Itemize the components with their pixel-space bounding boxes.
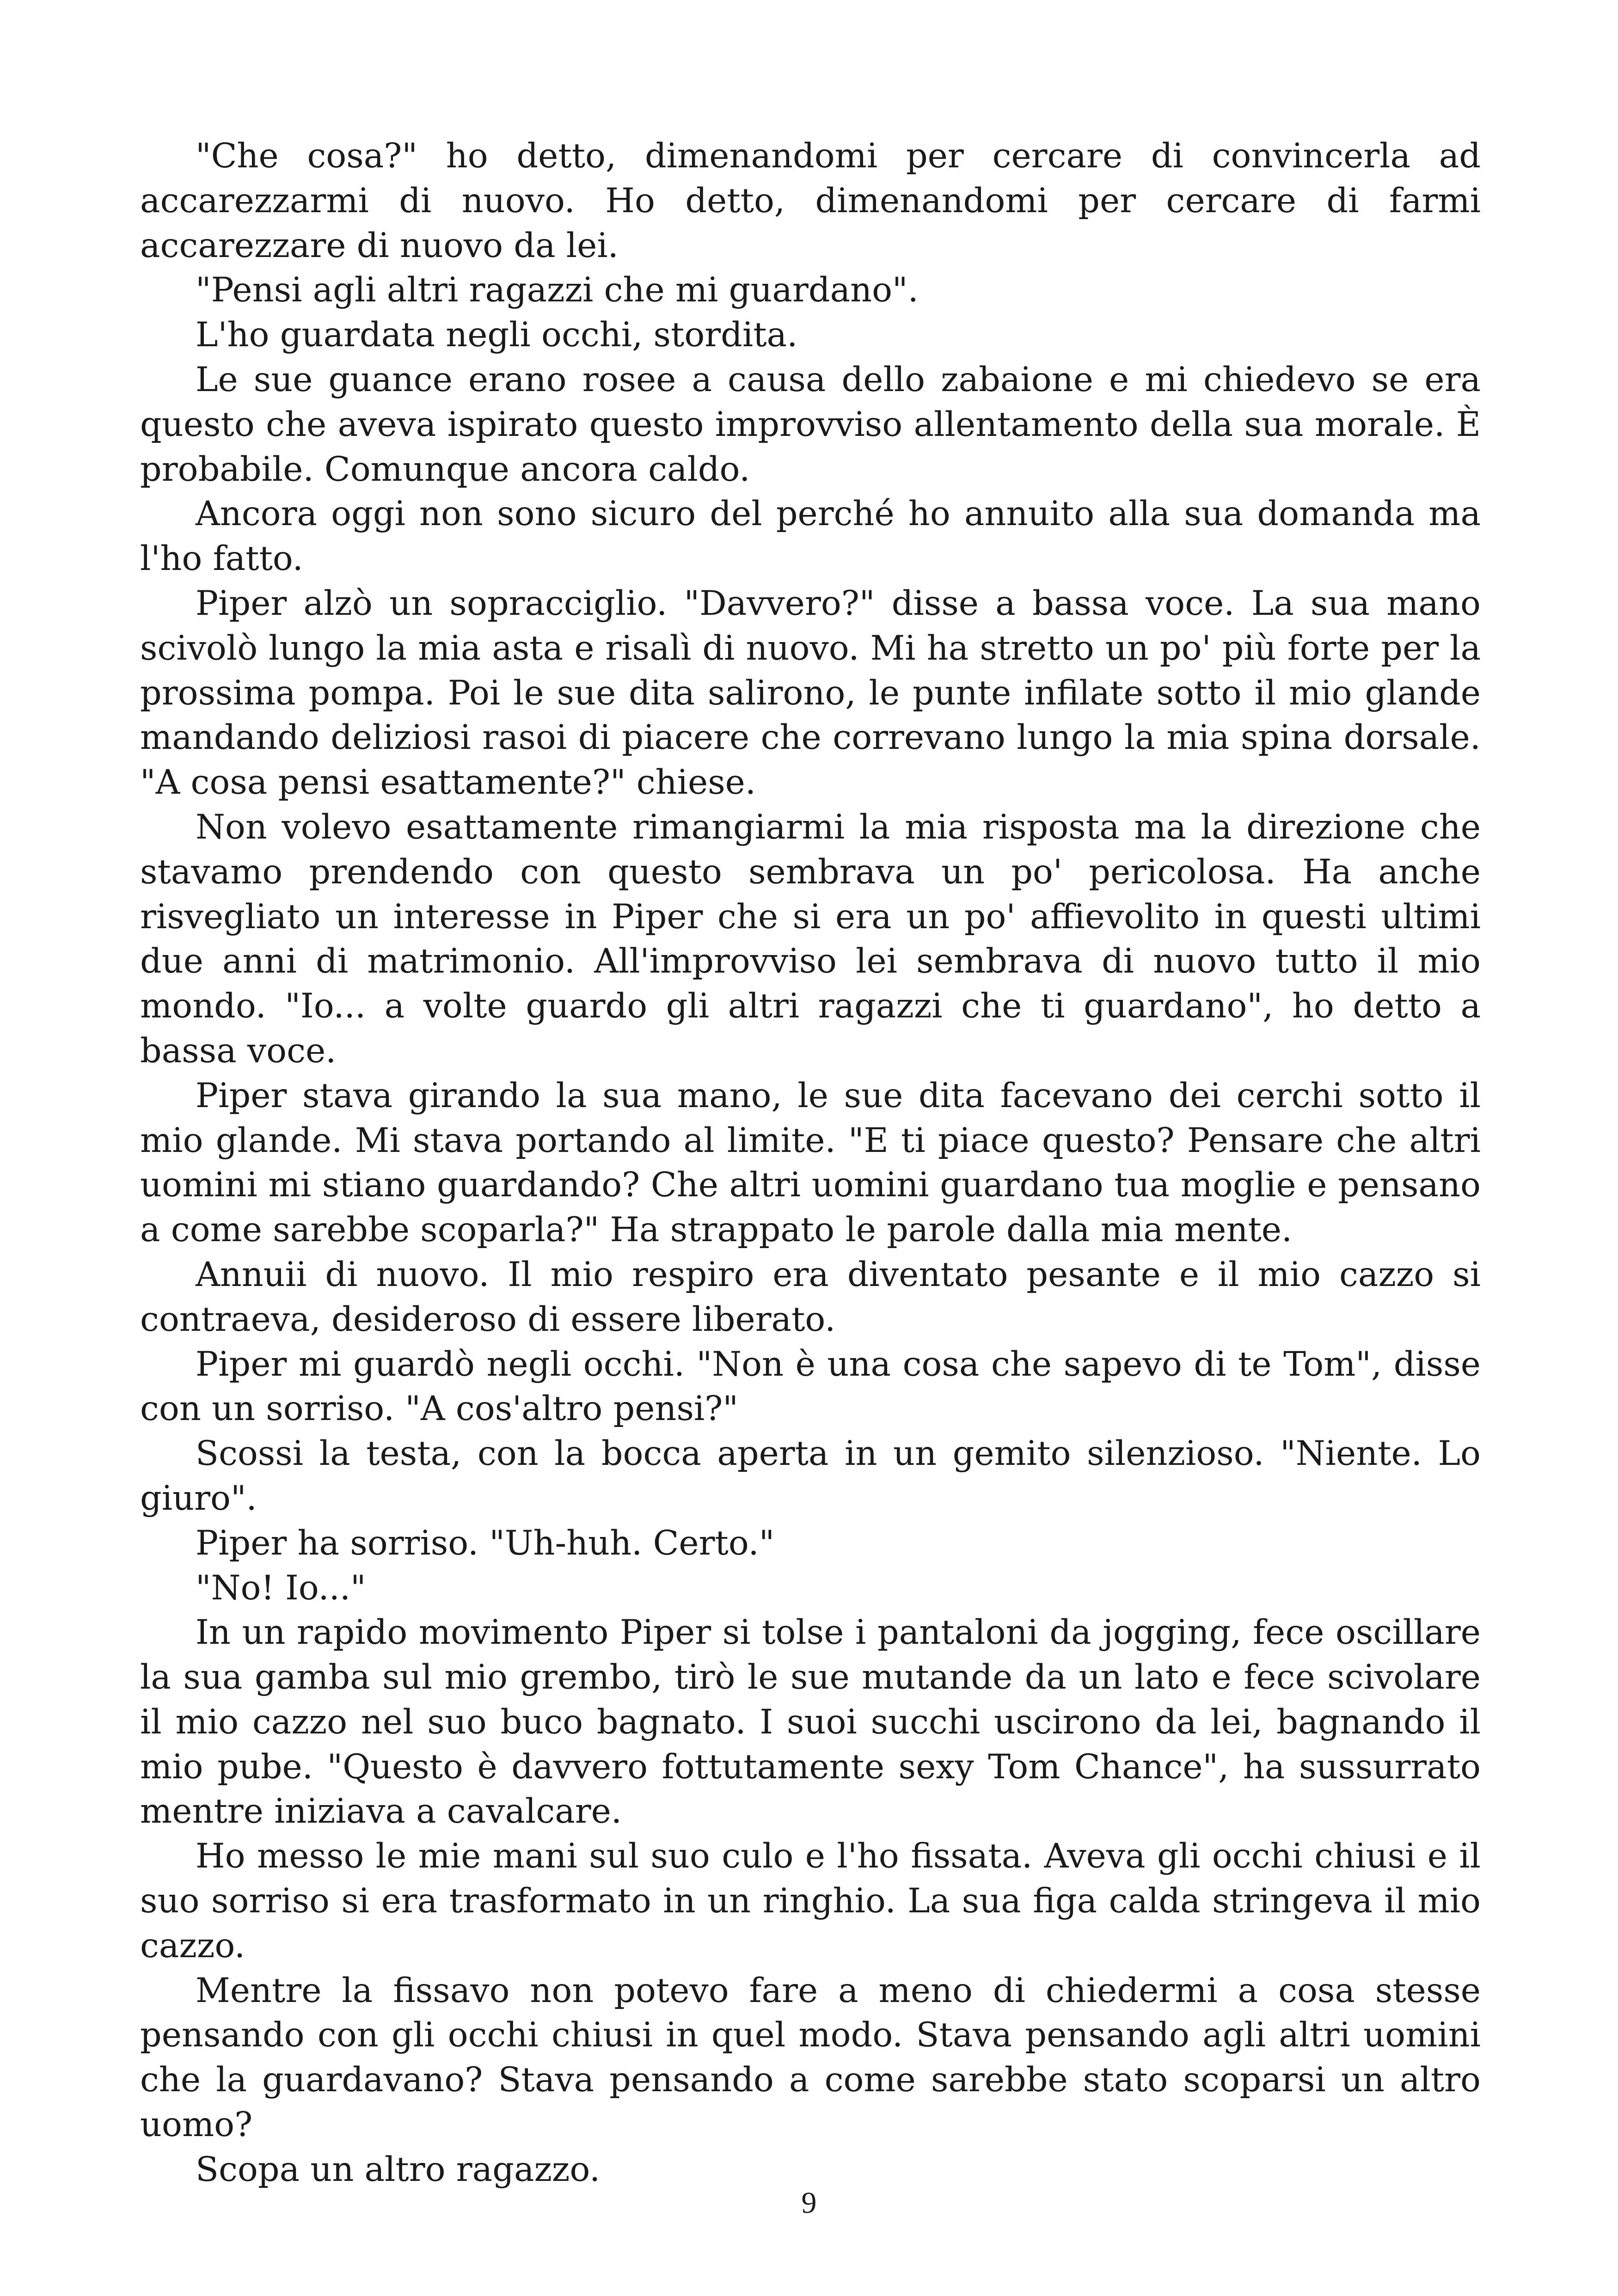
- paragraph: L'ho guardata negli occhi, stordita.: [196, 315, 798, 355]
- paragraph: "Pensi agli altri ragazzi che mi guardano".: [196, 270, 919, 310]
- paragraph: Piper stava girando la sua mano, le sue dita facevano dei cerchi sotto il mio glande. Mi stava portando al limite. "E ti piace questo? Pensare che altri uomini mi stiano guardando? Che altri uomini guardano tua moglie e pensano a come sarebbe scoparla?" Ha strappato le parole dalla mia mente.: [140, 1076, 1481, 1250]
- paragraph: Scopa un altro ragazzo.: [196, 2149, 601, 2189]
- paragraph: Piper alzò un sopracciglio. "Davvero?" disse a bassa voce. La sua mano scivolò lungo la mia asta e risalì di nuovo. Mi ha stretto un po' più forte per la prossima pompa. Poi le sue dita salirono, le punte infilate sotto il mio glande mandando deliziosi rasoi di piacere che correvano lungo la mia spina dorsale. "A cosa pensi esattamente?" chiese.: [140, 583, 1481, 802]
- paragraph: Mentre la fissavo non potevo fare a meno di chiedermi a cosa stesse pensando con gli occhi chiusi in quel modo. Stava pensando agli altri uomini che la guardavano? Stava pensando a come sarebbe stato scoparsi un altro uomo?: [140, 1971, 1481, 2145]
- paragraph: Scossi la testa, con la bocca aperta in un gemito silenzioso. "Niente. Lo giuro".: [140, 1434, 1481, 1518]
- paragraph: "No! Io...": [196, 1568, 366, 1608]
- paragraph: "Che cosa?" ho detto, dimenandomi per cercare di convincerla ad accarezzarmi di nuovo. Ho detto, dimenandomi per cercare di farmi accarezzare di nuovo da lei.: [140, 136, 1481, 265]
- paragraph: Annuii di nuovo. Il mio respiro era diventato pesante e il mio cazzo si contraeva, desideroso di essere liberato.: [140, 1255, 1481, 1339]
- paragraph: Piper mi guardò negli occhi. "Non è una cosa che sapevo di te Tom", disse con un sorriso. "A cos'altro pensi?": [140, 1344, 1481, 1429]
- paragraph: Piper ha sorriso. "Uh-huh. Certo.": [196, 1523, 775, 1563]
- paragraph: Le sue guance erano rosee a causa dello zabaione e mi chiedevo se era questo che aveva ispirato questo improvviso allentamento della sua morale. È probabile. Comunque ancora caldo.: [140, 360, 1481, 489]
- paragraph: Non volevo esattamente rimangiarmi la mia risposta ma la direzione che stavamo prendendo con questo sembrava un po' pericolosa. Ha anche risvegliato un interesse in Piper che si era un po' affievolito in questi ultimi due anni di matrimonio. All'improvviso lei sembrava di nuovo tutto il mio mondo. "Io... a volte guardo gli altri ragazzi che ti guardano", ho detto a bassa voce.: [140, 807, 1481, 1071]
- body-text: [140, 134, 1481, 2192]
- paragraph: In un rapido movimento Piper si tolse i pantaloni da jogging, fece oscillare la sua gamba sul mio grembo, tirò le sue mutande da un lato e fece scivolare il mio cazzo nel suo buco bagnato. I suoi succhi uscirono da lei, bagnando il mio pube. "Questo è davvero fottutamente sexy Tom Chance", ha sussurrato mentre iniziava a cavalcare.: [140, 1613, 1481, 1831]
- paragraph: Ho messo le mie mani sul suo culo e l'ho fissata. Aveva gli occhi chiusi e il suo sorriso si era trasformato in un ringhio. La sua figa calda stringeva il mio cazzo.: [140, 1837, 1481, 1965]
- page-number: 9: [801, 2186, 817, 2220]
- paragraph: Ancora oggi non sono sicuro del perché ho annuito alla sua domanda ma l'ho fatto.: [140, 494, 1481, 579]
